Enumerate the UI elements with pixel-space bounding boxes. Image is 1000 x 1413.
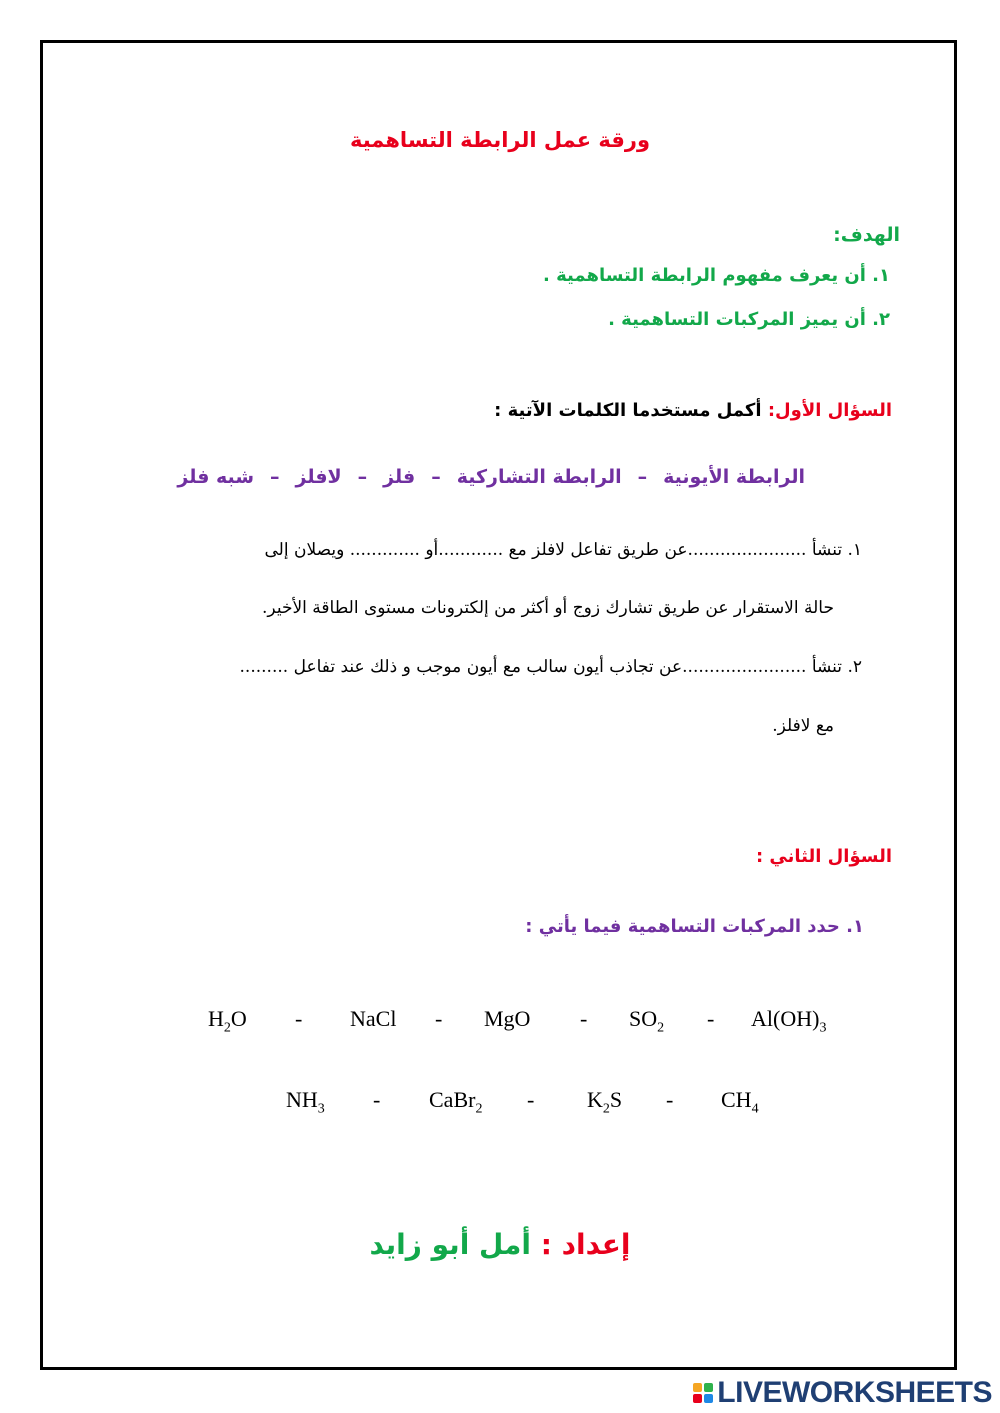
- formula: $SO_2$: [629, 1006, 665, 1036]
- formula-separator: -: [373, 1087, 381, 1112]
- word-bank-item: شبه فلز: [177, 466, 254, 488]
- formula: $H_2O$: [208, 1006, 247, 1036]
- formula: $CH_4$: [721, 1087, 759, 1117]
- question-1-heading: [494, 400, 892, 421]
- question-1-instruction: أكمل مستخدما الكلمات الآتية :: [494, 400, 762, 421]
- word-bank-item: لافلز: [295, 466, 342, 488]
- formula-separator: -: [666, 1087, 674, 1112]
- question-1-line-1: ١. تنشأ ......................عن طريق تفاعل لافلز مع ............أو ............. ويصلان إلى: [264, 540, 862, 560]
- formula: $K_2S$: [587, 1087, 623, 1117]
- word-bank-item: الرابطة الأيونية: [663, 466, 805, 488]
- page-border: [41, 41, 956, 1369]
- worksheet-title: ورقة عمل الرابطة التساهمية: [349, 128, 650, 152]
- formula: MgO: [484, 1006, 531, 1031]
- author-credit: [0, 1228, 1000, 1261]
- word-bank-separator: –: [270, 466, 280, 488]
- question-1-line-2: حالة الاستقرار عن طريق تشارك زوج أو أكثر من إلكترونات مستوى الطاقة الأخير.: [262, 598, 834, 618]
- word-bank-separator: –: [431, 466, 441, 488]
- question-1-label: السؤال الأول:: [767, 400, 892, 421]
- formula-separator: -: [295, 1006, 303, 1031]
- liveworksheets-logo-icon: [693, 1383, 713, 1403]
- formula: $Al(OH)_3$: [751, 1006, 827, 1036]
- formula: NaCl: [350, 1006, 397, 1031]
- formula-separator: -: [435, 1006, 443, 1031]
- formula-separator: -: [707, 1006, 715, 1031]
- goal-item-2: ٢. أن يميز المركبات التساهمية .: [608, 309, 890, 330]
- goals-label: الهدف:: [833, 224, 900, 246]
- question-2-instruction: ١. حدد المركبات التساهمية فيما يأتي :: [525, 916, 864, 937]
- question-1-line-3: ٢. تنشأ .......................عن تجاذب أيون سالب مع أيون موجب و ذلك عند تفاعل .........: [239, 657, 862, 677]
- watermark-text: LIVEWORKSHEETS: [717, 1376, 992, 1409]
- word-bank-item: فلز: [383, 466, 416, 488]
- word-bank-separator: –: [357, 466, 368, 488]
- word-bank-item: الرابطة التشاركية: [456, 466, 622, 488]
- word-bank-separator: –: [637, 466, 648, 488]
- formula-separator: -: [580, 1006, 588, 1031]
- author-prefix: إعداد :: [540, 1228, 631, 1261]
- author-name: أمل أبو زايد: [369, 1228, 531, 1261]
- formula-separator: -: [527, 1087, 535, 1112]
- question-2-label: السؤال الثاني :: [755, 846, 892, 867]
- formula: $NH_3$: [286, 1087, 325, 1117]
- goal-item-1: ١. أن يعرف مفهوم الرابطة التساهمية .: [543, 265, 890, 286]
- word-bank: [177, 466, 805, 488]
- formula: CaBr$_2$: [429, 1087, 483, 1117]
- liveworksheets-logo: [693, 1376, 992, 1410]
- question-1-line-4: مع لافلز.: [772, 716, 834, 736]
